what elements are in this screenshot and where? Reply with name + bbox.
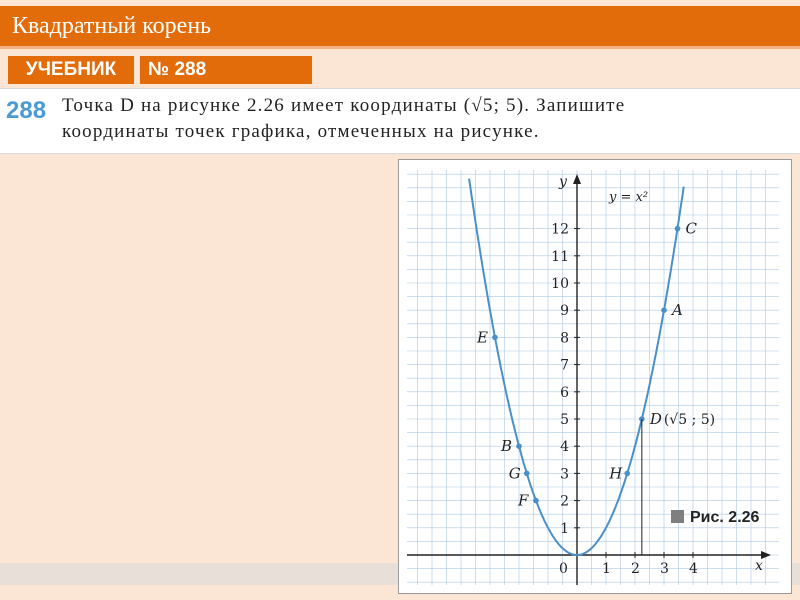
title-bar [0,6,800,49]
y-tick-label: 11 [551,248,569,265]
y-axis-label: y [559,174,567,190]
point-H [624,471,630,477]
y-tick-label: 3 [560,466,569,483]
exercise-number-tab[interactable]: № 288 [140,56,312,84]
point-label-C: C [685,219,697,238]
x-tick-label: 1 [602,561,611,577]
task-number: 288 [6,97,47,124]
origin-label: 0 [559,561,568,577]
point-B [516,443,522,449]
y-tick-label: 12 [551,221,569,238]
point-A [661,307,667,313]
parabola-plot [399,160,791,593]
x-axis-label: x [755,558,763,574]
point-F [533,498,539,504]
y-tick-label: 7 [560,357,569,374]
y-tick-label: 9 [560,303,569,320]
x-tick-label: 4 [689,561,698,577]
parabola-figure [398,159,792,594]
point-label-E: E [476,328,488,347]
x-tick-label: 3 [660,561,669,577]
y-tick-label: 4 [560,439,569,456]
x-tick-label: 2 [631,561,640,577]
textbook-tab[interactable]: УЧЕБНИК [8,56,134,84]
point-G [524,471,530,477]
point-label-F: F [517,491,529,510]
y-axis-arrow-icon [573,174,581,184]
task-text-line-1: Точка D на рисунке 2.26 имеет координаты (√5; 5). Запишите [62,95,626,116]
caption-square-icon [671,510,684,523]
formula-label: y = x² [609,190,649,205]
point-label-B: B [501,437,513,456]
y-tick-label: 10 [551,276,569,292]
point-label-A: A [672,301,683,320]
point-E [492,335,498,341]
task-text-line-2: координаты точек графика, отмеченных на рисунке. [62,121,540,142]
y-tick-label: 5 [560,412,569,428]
point-label-G: G [508,464,521,483]
y-tick-label: 8 [560,330,569,347]
point-D-coordinates: (√5 ; 5) [663,412,716,428]
point-label-D: D [649,410,662,428]
y-tick-label: 6 [560,384,569,401]
figure-caption [671,509,759,527]
y-tick-label: 2 [560,493,569,510]
point-C [675,226,681,232]
point-label-H: H [609,464,623,483]
slide-title: Квадратный корень [12,13,212,39]
y-tick-label: 1 [560,520,569,537]
figure-caption-text: Рис. 2.26 [690,509,760,526]
task-box [0,88,800,154]
